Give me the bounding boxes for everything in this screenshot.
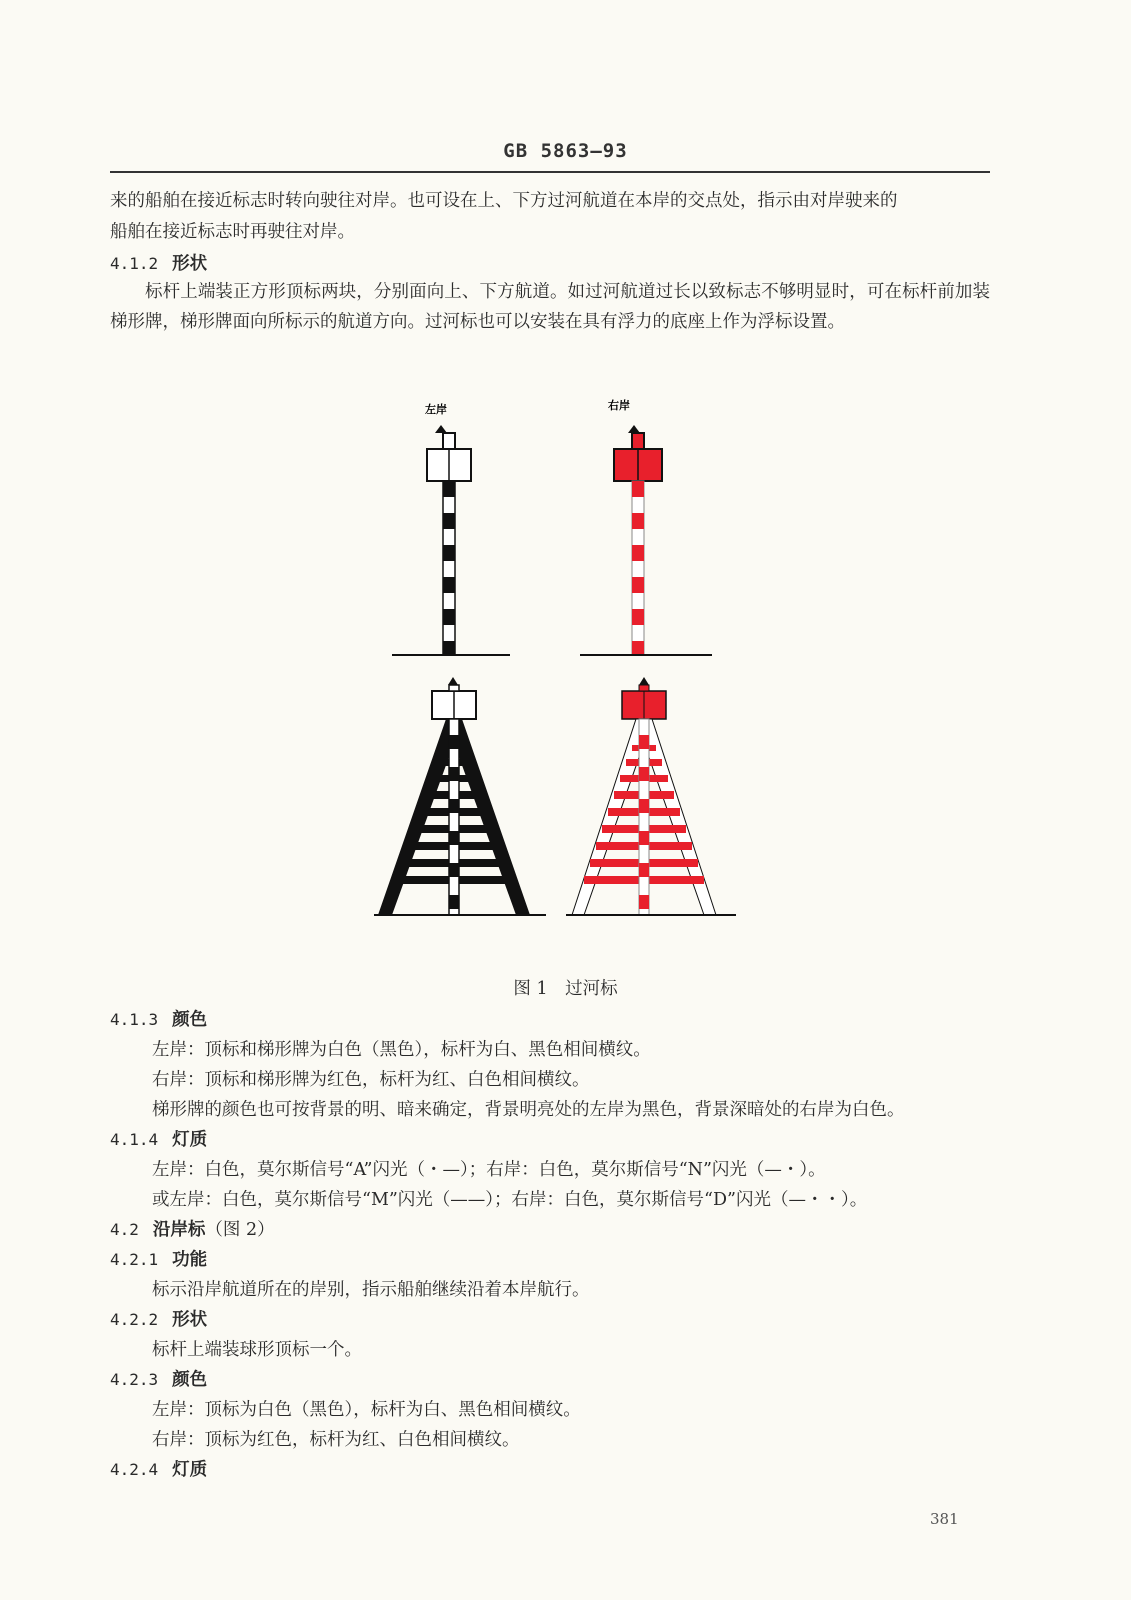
- section-title: 灯质: [172, 1460, 208, 1480]
- section-title: 颜色: [172, 1370, 208, 1390]
- section-4-1-3-heading: [110, 1005, 207, 1035]
- figure-1-caption: 图 1 过河标: [513, 979, 618, 999]
- right-bank-mark: [580, 425, 712, 655]
- section-title: 颜色: [172, 1010, 208, 1030]
- section-4-2-3-heading: [110, 1365, 207, 1395]
- section-4-2-heading: [110, 1215, 275, 1245]
- figure-reference: （图 2）: [205, 1220, 275, 1240]
- section-title: 形状: [172, 254, 208, 274]
- section-4-1-4-line-2: 或左岸：白色，莫尔斯信号“M”闪光（——）；右岸：白色，莫尔斯信号“D”闪光（—・・）。: [152, 1190, 868, 1210]
- section-4-2-1-heading: [110, 1245, 207, 1275]
- figure-1-diagram: [370, 395, 750, 945]
- section-title: 沿岸标: [152, 1220, 206, 1240]
- section-4-2-3-line-1: 左岸：顶标为白色（黑色），标杆为白、黑色相间横纹。: [152, 1400, 581, 1420]
- right-striped-pole: [632, 481, 644, 655]
- section-4-1-3-line-1: 左岸：顶标和梯形牌为白色（黑色），标杆为白、黑色相间横纹。: [152, 1040, 651, 1060]
- section-4-1-4-heading: [110, 1125, 207, 1155]
- section-4-2-1-line-1: 标示沿岸航道所在的岸别，指示船舶继续沿着本岸航行。: [152, 1280, 590, 1300]
- standard-code-header: GB 5863—93: [503, 140, 628, 162]
- section-number: 4.1.3: [110, 1010, 159, 1029]
- page-number: 381: [930, 1510, 959, 1528]
- section-number: 4.1.4: [110, 1130, 159, 1149]
- right-bank-trapezoid-mark: [566, 677, 736, 915]
- section-number: 4.1.2: [110, 254, 159, 273]
- section-4-1-4-line-1: 左岸：白色，莫尔斯信号“A”闪光（・—）；右岸：白色，莫尔斯信号“N”闪光（—・）。: [152, 1160, 826, 1180]
- section-title: 形状: [172, 1310, 208, 1330]
- section-title: 灯质: [172, 1130, 208, 1150]
- left-bank-trapezoid-mark: [374, 677, 546, 915]
- section-4-1-2-heading: [110, 249, 207, 279]
- section-title: 功能: [172, 1250, 208, 1270]
- section-4-1-3-line-3: 梯形牌的颜色也可按背景的明、暗来确定，背景明亮处的左岸为黑色，背景深暗处的右岸为白色。: [152, 1100, 905, 1120]
- section-4-1-3-line-2: 右岸：顶标和梯形牌为红色，标杆为红、白色相间横纹。: [152, 1070, 590, 1090]
- section-number: 4.2.1: [110, 1250, 159, 1269]
- intro-line-1: 来的船舶在接近标志时转向驶往对岸。也可设在上、下方过河航道在本岸的交点处，指示由对岸驶来的: [110, 191, 898, 211]
- section-number: 4.2.2: [110, 1310, 159, 1329]
- section-4-2-3-line-2: 右岸：顶标为红色，标杆为红、白色相间横纹。: [152, 1430, 520, 1450]
- right-bank-label: 右岸: [608, 399, 630, 412]
- section-4-2-2-line-1: 标杆上端装球形顶标一个。: [152, 1340, 362, 1360]
- section-4-1-2-paragraph: 标杆上端装正方形顶标两块，分别面向上、下方航道。如过河航道过长以致标志不够明显时，可在标杆前加装梯形牌，梯形牌面向所标示的航道方向。过河标也可以安装在具有浮力的底座上作为浮标设置。: [110, 282, 990, 332]
- left-striped-pole: [443, 481, 455, 655]
- intro-line-2: 船舶在接近标志时再驶往对岸。: [110, 222, 355, 242]
- section-4-2-4-heading: [110, 1455, 207, 1485]
- section-number: 4.2.4: [110, 1460, 159, 1479]
- header-rule: [110, 171, 990, 173]
- left-bank-label: 左岸: [425, 403, 447, 416]
- left-bank-mark: [392, 425, 510, 655]
- section-number: 4.2.3: [110, 1370, 159, 1389]
- section-number: 4.2: [110, 1220, 139, 1239]
- section-4-2-2-heading: [110, 1305, 207, 1335]
